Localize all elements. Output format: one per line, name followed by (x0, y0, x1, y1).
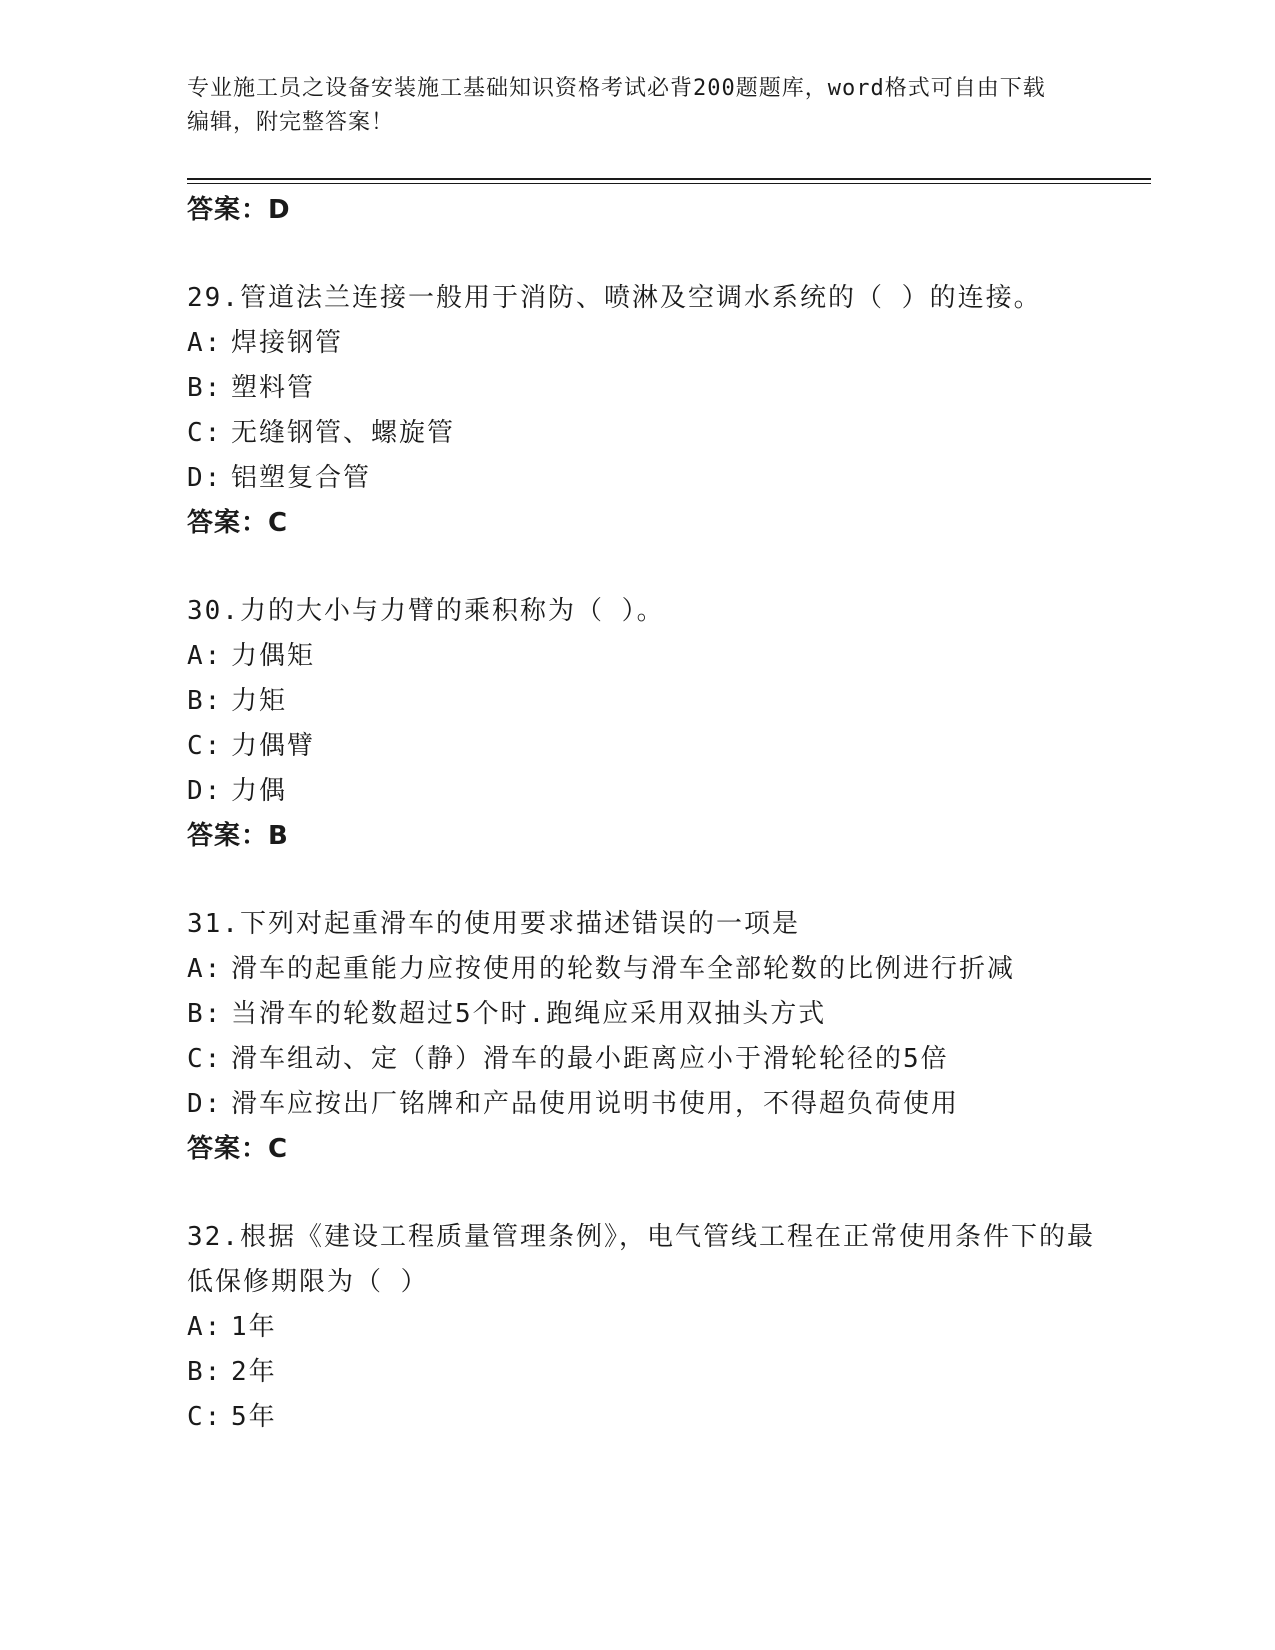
header-divider-thin (187, 183, 1151, 184)
option-text: 滑车应按出厂铭牌和产品使用说明书使用，不得超负荷使用 (231, 1089, 960, 1119)
option-letter: C: (187, 731, 223, 761)
option-b (187, 679, 1107, 724)
option-letter: D: (187, 776, 223, 806)
option-text: 5年 (231, 1402, 277, 1432)
option-text: 1年 (231, 1312, 277, 1342)
option-text: 力矩 (231, 686, 288, 716)
option-text: 滑车的起重能力应按使用的轮数与滑车全部轮数的比例进行折减 (231, 954, 1016, 984)
question-stem: 29.管道法兰连接一般用于消防、喷淋及空调水系统的（ ）的连接。 (187, 283, 1042, 313)
option-text: 力偶矩 (231, 641, 316, 671)
option-letter: B: (187, 373, 223, 403)
answer-line: 答案：C (187, 1134, 289, 1164)
option-text: 2年 (231, 1357, 277, 1387)
option-text: 滑车组动、定（静）滑车的最小距离应小于滑轮轮径的5倍 (231, 1044, 949, 1074)
option-letter: B: (187, 1357, 223, 1387)
question-stem: 31.下列对起重滑车的使用要求描述错误的一项是 (187, 909, 800, 939)
option-a (187, 947, 1107, 992)
document-header: 专业施工员之设备安装施工基础知识资格考试必背200题题库，word格式可自由下载编辑，附完整答案！ (187, 76, 1046, 135)
option-text: 塑料管 (231, 373, 316, 403)
question-31 (187, 902, 1107, 1171)
option-text: 铝塑复合管 (231, 463, 372, 493)
option-c (187, 1395, 1107, 1440)
option-letter: D: (187, 1089, 223, 1119)
option-letter: B: (187, 999, 223, 1029)
option-letter: A: (187, 1312, 223, 1342)
option-text: 无缝钢管、螺旋管 (231, 418, 456, 448)
option-c (187, 724, 1107, 769)
option-letter: C: (187, 1044, 223, 1074)
option-d (187, 1082, 1107, 1127)
option-a (187, 321, 1107, 366)
question-stem: 30.力的大小与力臂的乘积称为（ ）。 (187, 596, 665, 626)
option-c (187, 411, 1107, 456)
option-text: 焊接钢管 (231, 328, 344, 358)
option-letter: A: (187, 328, 223, 358)
question-29 (187, 276, 1107, 545)
question-32 (187, 1215, 1107, 1440)
answer-line: 答案：D (187, 195, 291, 225)
answer-line: 答案：B (187, 821, 289, 851)
question-stem: 32.根据《建设工程质量管理条例》，电气管线工程在正常使用条件下的最低保修期限为（ ） (187, 1222, 1095, 1297)
option-letter: A: (187, 641, 223, 671)
document-body (187, 188, 1107, 1440)
option-b (187, 366, 1107, 411)
option-text: 力偶臂 (231, 731, 316, 761)
option-letter: C: (187, 1402, 223, 1432)
option-text: 当滑车的轮数超过5个时.跑绳应采用双抽头方式 (231, 999, 827, 1029)
option-text: 力偶 (231, 776, 288, 806)
option-letter: D: (187, 463, 223, 493)
option-letter: B: (187, 686, 223, 716)
option-b (187, 992, 1107, 1037)
option-d (187, 456, 1107, 501)
option-a (187, 1305, 1107, 1350)
answer-line: 答案：C (187, 508, 289, 538)
option-letter: C: (187, 418, 223, 448)
option-letter: A: (187, 954, 223, 984)
header-divider-thick (187, 178, 1151, 180)
option-d (187, 769, 1107, 814)
option-c (187, 1037, 1107, 1082)
question-30 (187, 589, 1107, 858)
option-a (187, 634, 1107, 679)
option-b (187, 1350, 1107, 1395)
